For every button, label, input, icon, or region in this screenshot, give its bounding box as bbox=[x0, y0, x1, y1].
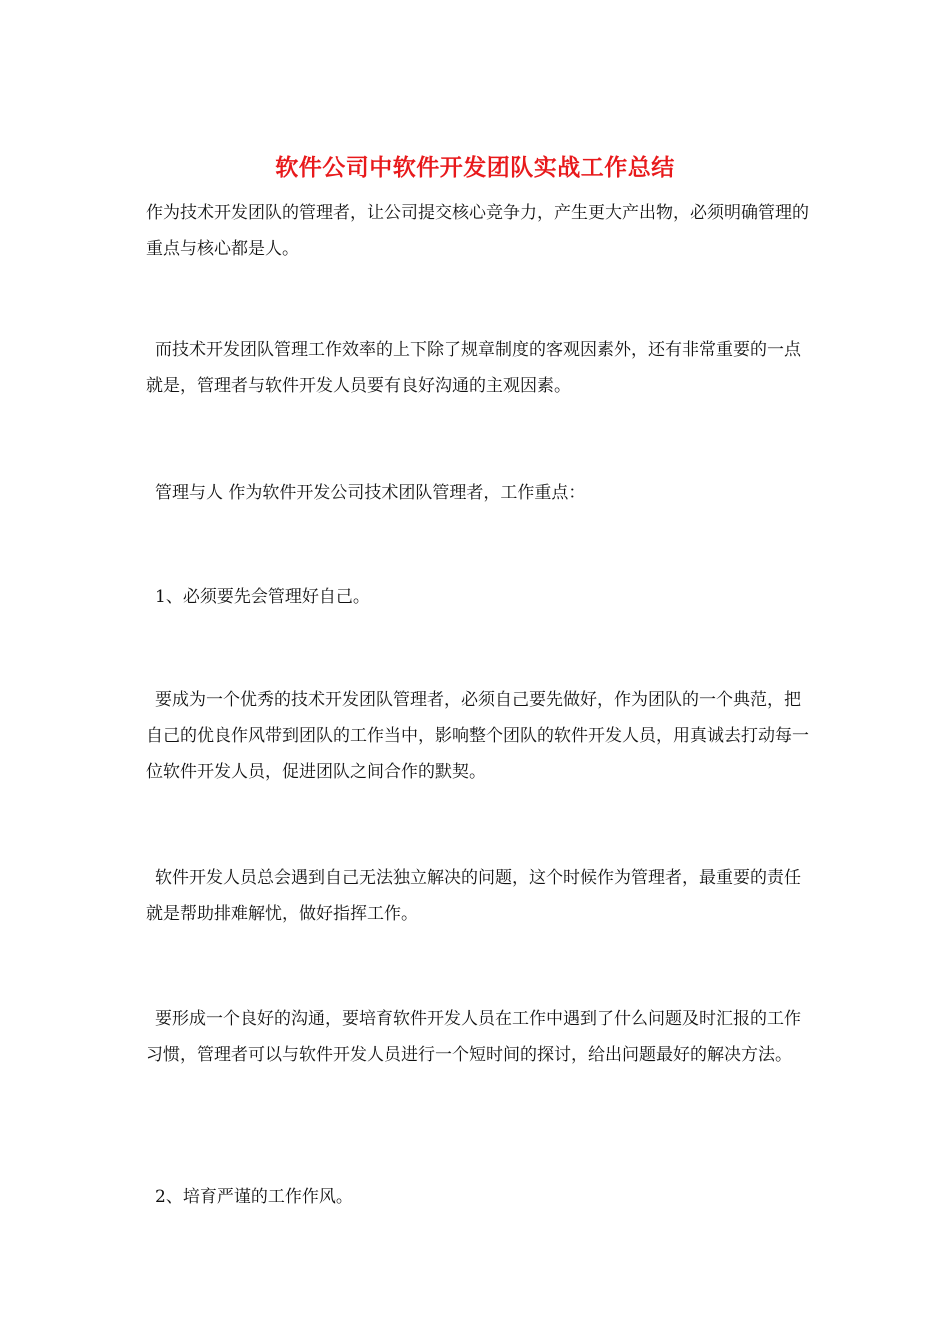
paragraph-2: 而技术开发团队管理工作效率的上下除了规章制度的客观因素外，还有非常重要的一点就是，管理者与软件开发人员要有良好沟通的主观因素。 bbox=[146, 340, 801, 396]
paragraph-3: 管理与人 作为软件开发公司技术团队管理者，工作重点： bbox=[155, 483, 586, 503]
paragraph-8: 2、培育严谨的工作作风。 bbox=[155, 1187, 353, 1207]
paragraph-6: 软件开发人员总会遇到自己无法独立解决的问题，这个时候作为管理者，最重要的责任就是帮助排难解忧，做好指挥工作。 bbox=[146, 868, 801, 924]
document-title: 软件公司中软件开发团队实战工作总结 bbox=[275, 154, 675, 181]
paragraph-4: 1、必须要先会管理好自己。 bbox=[155, 587, 370, 607]
paragraph-7: 要形成一个良好的沟通，要培育软件开发人员在工作中遇到了什么问题及时汇报的工作习惯，管理者可以与软件开发人员进行一个短时间的探讨，给出问题最好的解决方法。 bbox=[146, 1009, 801, 1065]
paragraph-5: 要成为一个优秀的技术开发团队管理者，必须自己要先做好，作为团队的一个典范，把自己的优良作风带到团队的工作当中，影响整个团队的软件开发人员，用真诚去打动每一位软件开发人员，促进团队之间合作的默契。 bbox=[146, 690, 809, 782]
paragraph-1: 作为技术开发团队的管理者，让公司提交核心竞争力，产生更大产出物，必须明确管理的重点与核心都是人。 bbox=[146, 203, 809, 259]
